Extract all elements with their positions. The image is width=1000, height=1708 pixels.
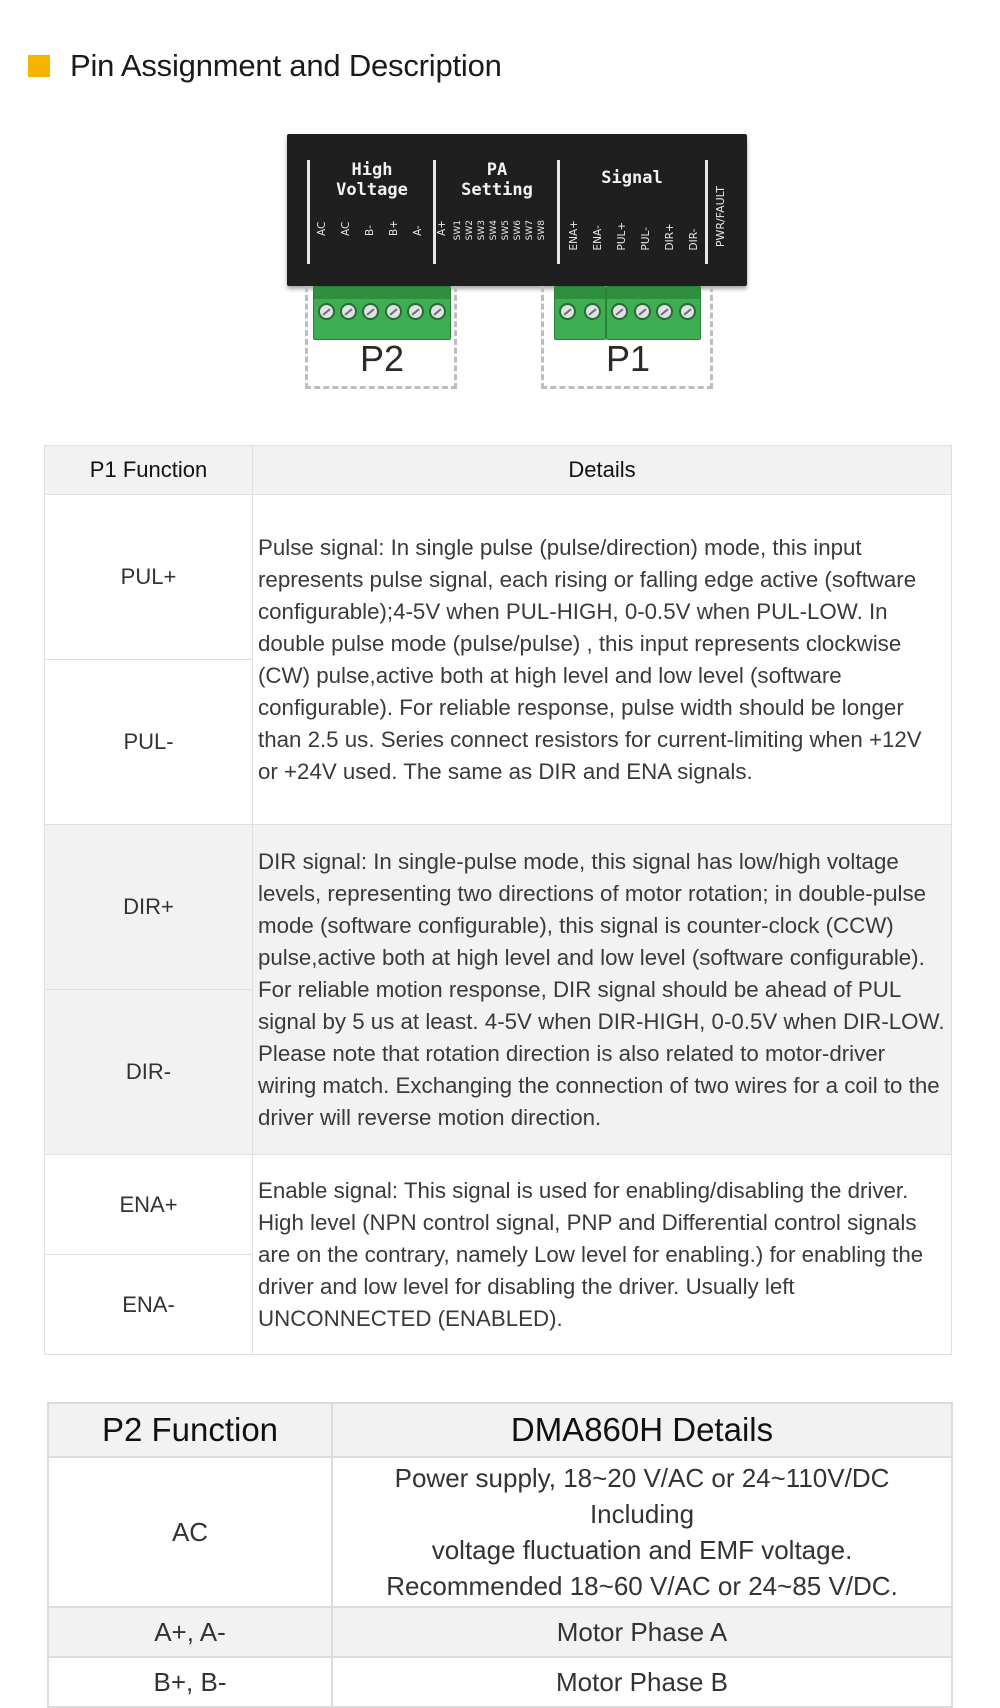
column-header: P2 Function <box>48 1403 332 1457</box>
details-cell: Pulse signal: In single pulse (pulse/direction) mode, this input represents pulse signal, each rising or falling edge active (software configurable);4-5V when PUL-HIGH, 0-0.5V when PUL-LOW. In double pulse mode (pulse/pulse) , this input represents clockwise (CW) pulse,active both at high level and low level (software configurable). For reliable response, pulse width should be longer than 2.5 us. Series connect resistors for current-limiting when +12V or +24V used. The same as DIR and ENA signals. <box>253 495 952 825</box>
function-cell: PUL- <box>45 660 253 825</box>
p1-function-table <box>44 445 952 1355</box>
accent-square-icon <box>28 55 50 77</box>
pin-label: DIR+ <box>664 223 676 251</box>
pin-label: SW7 <box>525 220 535 241</box>
details-cell: Motor Phase A <box>332 1607 952 1657</box>
divider-line <box>557 160 560 264</box>
column-header: Details <box>253 446 952 495</box>
divider-line <box>433 160 436 264</box>
details-cell: DIR signal: In single-pulse mode, this signal has low/high voltage levels, representing two directions of motor rotation; in double-pulse mode (software configurable), this signal is counter-clock (CCW) pulse,active both at high level and low level (software configurable). For reliable motion response, DIR signal should be ahead of PUL signal by 5 us at least. 4-5V when DIR-HIGH, 0-0.5V when DIR-LOW. Please note that rotation direction is also related to motor-driver wiring match. Exchanging the connection of two wires for a coil to the driver will reverse motion direction. <box>253 825 952 1155</box>
group-label-signal: Signal <box>601 168 663 188</box>
function-cell: ENA- <box>45 1255 253 1355</box>
pin-label: SW8 <box>537 220 547 241</box>
column-header: DMA860H Details <box>332 1403 952 1457</box>
function-cell: DIR+ <box>45 825 253 990</box>
pin-label: PUL+ <box>616 221 628 251</box>
pin-label: SW5 <box>501 220 511 241</box>
pin-label: SW4 <box>489 220 499 241</box>
pwr-fault-label: PWR/FAULT <box>714 186 727 248</box>
driver-connector-diagram <box>0 130 1000 400</box>
details-line: Power supply, 18~20 V/AC or 24~110V/DC Including <box>394 1463 890 1529</box>
function-cell: A+, A- <box>48 1607 332 1657</box>
function-cell: B+, B- <box>48 1657 332 1707</box>
table-row <box>48 1657 952 1707</box>
pin-label: SW3 <box>477 220 487 241</box>
details-line: voltage fluctuation and EMF voltage. <box>431 1535 853 1565</box>
pin-label: AC <box>340 221 352 237</box>
pin-label: B- <box>364 225 376 237</box>
table-row <box>45 1155 952 1255</box>
details-line: Recommended 18~60 V/AC or 24~85 V/DC. <box>386 1571 898 1601</box>
table-row <box>45 495 952 660</box>
page-title: Pin Assignment and Description <box>70 48 502 83</box>
pin-label: SW2 <box>465 220 475 241</box>
signal-pin-labels <box>569 220 700 250</box>
function-cell: AC <box>48 1457 332 1607</box>
pin-label: ENA- <box>592 225 604 251</box>
divider-line <box>705 160 708 264</box>
pin-label: AC <box>316 221 328 237</box>
hv-pin-labels <box>317 220 448 236</box>
driver-panel <box>287 134 747 286</box>
divider-line <box>307 160 310 264</box>
p2-label: P2 <box>360 338 405 379</box>
details-cell <box>332 1457 952 1607</box>
details-cell: Motor Phase B <box>332 1657 952 1707</box>
column-header: P1 Function <box>45 446 253 495</box>
function-cell: ENA+ <box>45 1155 253 1255</box>
pin-label: SW6 <box>513 220 523 241</box>
pin-label: A- <box>412 225 424 237</box>
section-header <box>28 46 502 86</box>
function-cell: DIR- <box>45 990 253 1155</box>
table-row <box>48 1457 952 1607</box>
pin-label: B+ <box>388 220 400 237</box>
pin-label: PUL- <box>640 227 652 251</box>
pin-label: DIR- <box>688 228 700 251</box>
table-header-row <box>45 446 952 495</box>
group-label-pa-setting: PA Setting <box>461 160 533 200</box>
function-cell: PUL+ <box>45 495 253 660</box>
pin-label: ENA+ <box>568 220 580 251</box>
details-cell: Enable signal: This signal is used for enabling/disabling the driver. High level (NPN control signal, PNP and Differential control signals are on the contrary, namely Low level for enabling.) for enabling the driver and low level for disabling the driver. Usually left UNCONNECTED (ENABLED). <box>253 1155 952 1355</box>
table-row <box>45 825 952 990</box>
table-header-row <box>48 1403 952 1457</box>
group-label-high-voltage: High Voltage <box>336 160 408 200</box>
table-row <box>48 1607 952 1657</box>
pin-label: A+ <box>436 220 448 237</box>
pin-label: SW1 <box>453 220 463 241</box>
p1-label: P1 <box>606 338 651 379</box>
p2-function-table <box>47 1402 953 1708</box>
pa-switch-labels <box>453 220 548 240</box>
